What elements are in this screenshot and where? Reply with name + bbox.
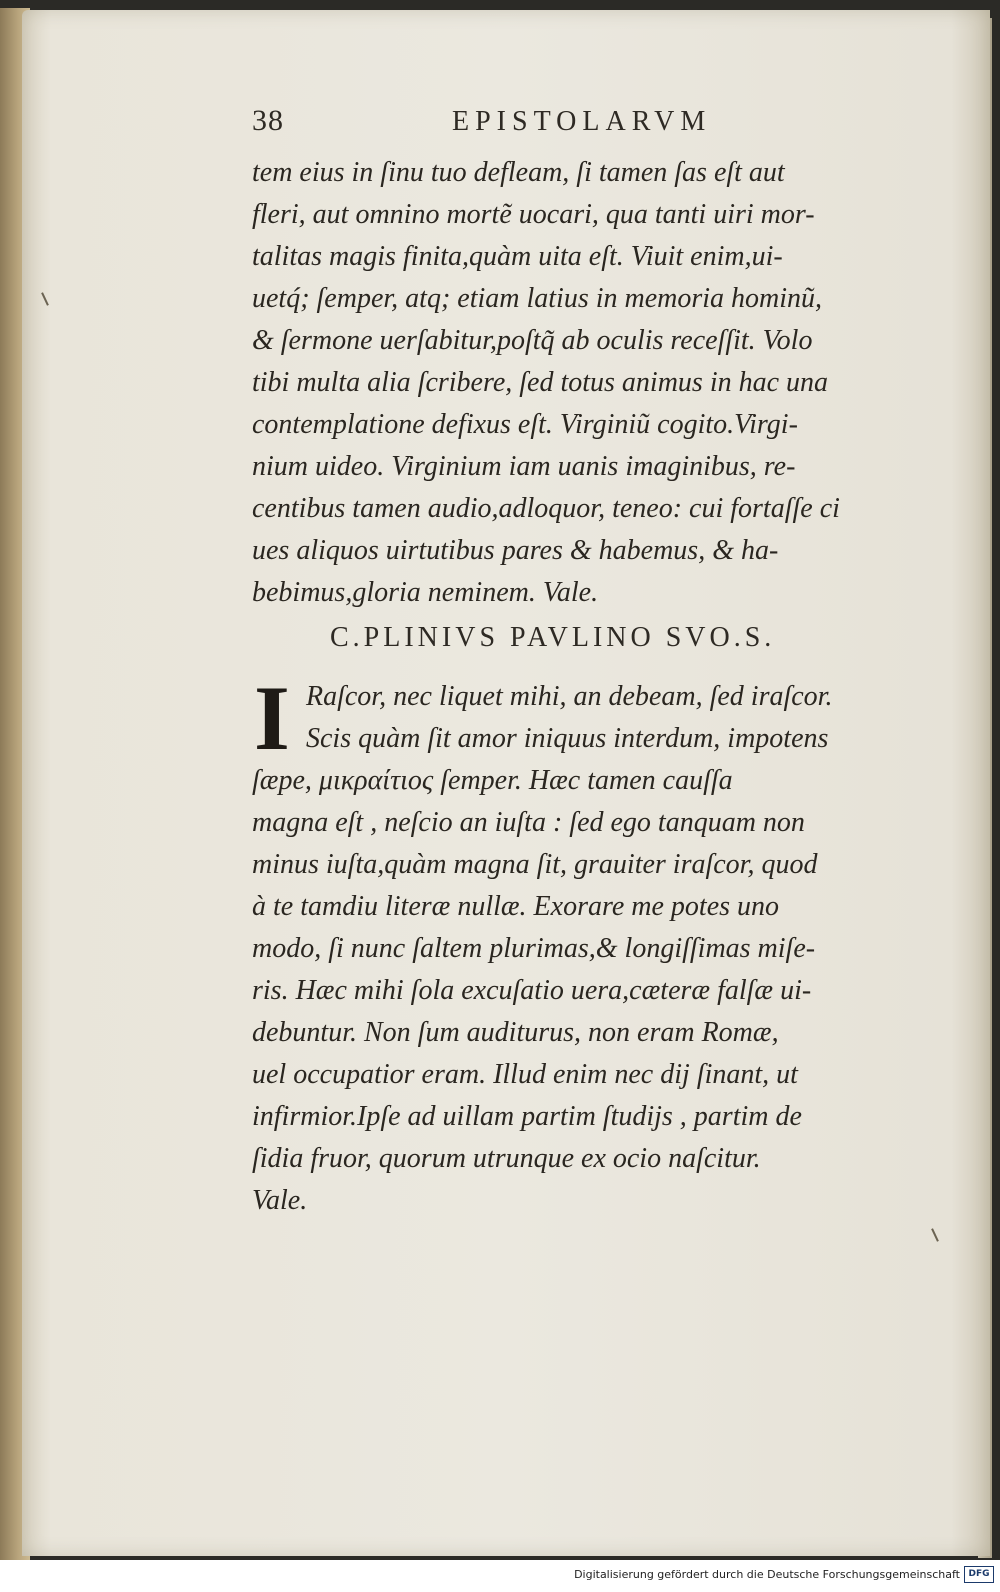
text-line: minus iuſta,quàm magna ſit, grauiter iraſcor, quod: [252, 849, 818, 880]
text-line: Raſcor, nec liquet mihi, an debeam, ſed iraſcor.: [306, 681, 833, 712]
text-line: tem eius in ſinu tuo defleam, ſi tamen ſas eſt aut: [252, 157, 785, 188]
text-line: tibi multa alia ſcribere, ſed totus animus in hac una: [252, 367, 829, 398]
text-line: ſidia fruor, quorum utrunque ex ocio naſcitur.: [252, 1143, 761, 1174]
running-title: EPISTOLARVM: [452, 106, 712, 137]
text-line: magna eſt , neſcio an iuſta : ſed ego tanquam non: [252, 807, 805, 838]
text-line: bebimus,gloria neminem. Vale.: [252, 577, 599, 608]
letter-2-text: [252, 667, 912, 1222]
text-line: ris. Hæc mihi ſola excuſatio uera,cæteræ falſæ ui-: [252, 975, 812, 1006]
drop-cap: I: [254, 667, 290, 769]
letter-2-heading: C.PLINIVS PAVLINO SVO.S.: [330, 622, 776, 653]
dfg-logo-icon: DFG: [964, 1566, 994, 1583]
text-line: fleri, aut omnino mortẽ uocari, qua tanti uiri mor-: [252, 199, 815, 230]
digitization-footer: [0, 1560, 1000, 1592]
text-line: à te tamdiu literæ nullæ. Exorare me potes uno: [252, 891, 780, 922]
text-line: modo, ſi nunc ſaltem plurimas,& longiſſimas miſe-: [252, 933, 816, 964]
text-line: uetq́; ſemper, atq; etiam latius in memoria hominũ,: [252, 283, 823, 314]
text-line: nium uideo. Virginium iam uanis imaginibus, re-: [252, 451, 796, 482]
text-line: centibus tamen audio,adloquor, teneo: cui fortaſſe ci: [252, 493, 840, 524]
text-line: Vale.: [252, 1185, 308, 1216]
text-line: Scis quàm ſit amor iniquus interdum, impotens: [306, 723, 829, 754]
text-line: contemplatione defixus eſt. Virginiũ cogito.Virgi-: [252, 409, 798, 440]
text-line: debuntur. Non ſum auditurus, non eram Romæ,: [252, 1017, 779, 1048]
text-line: uel occupatior eram. Illud enim nec dij ſinant, ut: [252, 1059, 798, 1090]
page-header: [252, 104, 752, 148]
text-line: ſæpe, μικραίτιος ſemper. Hæc tamen cauſſa: [252, 765, 733, 796]
text-line: & ſermone uerſabitur,poſtq̃ ab oculis receſſit. Volo: [252, 325, 813, 356]
text-line: infirmior.Ipſe ad uillam partim ſtudijs , partim de: [252, 1101, 802, 1132]
digitization-credit: Digitalisierung gefördert durch die Deutsche Forschungsgemeinschaft: [574, 1568, 960, 1581]
text-line: talitas magis finita,quàm uita eſt. Viuit enim,ui-: [252, 241, 783, 272]
letter-1-text: [252, 152, 912, 614]
text-line: ues aliquos uirtutibus pares & habemus, & ha-: [252, 535, 779, 566]
page-number: 38: [252, 104, 284, 137]
